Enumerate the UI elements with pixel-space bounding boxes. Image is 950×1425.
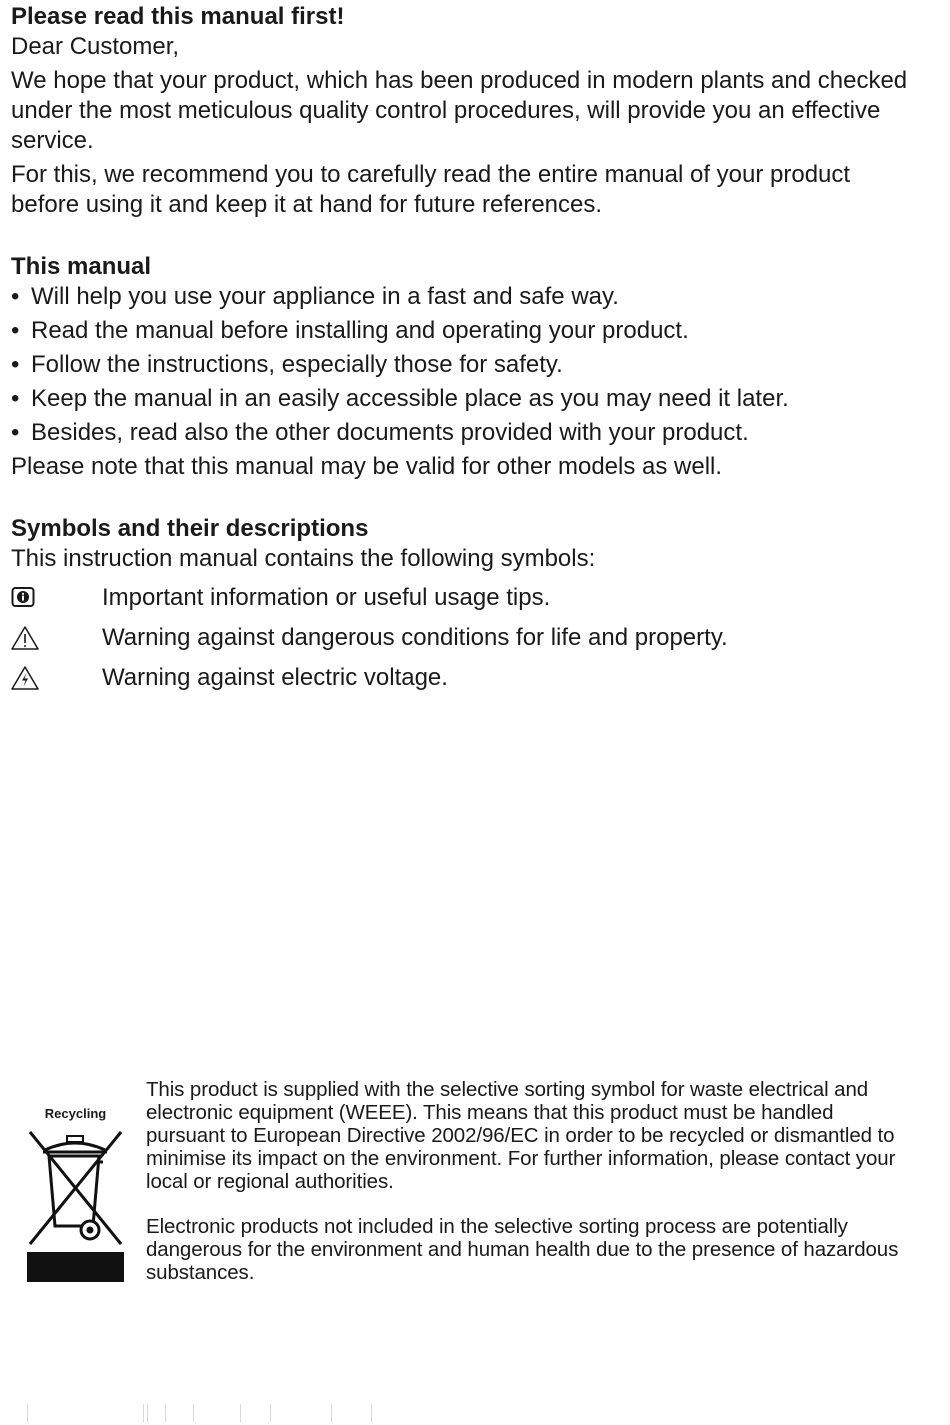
this-manual-section (11, 252, 921, 482)
list-item: • Follow the instructions, especially those for safety. (11, 350, 921, 380)
crossed-out-bin-icon (27, 1122, 124, 1250)
validity-note: Please note that this manual may be valid for other models as well. (11, 453, 723, 480)
edge-mark (371, 1404, 372, 1422)
symbol-description: Warning against dangerous conditions for life and property. (102, 624, 728, 651)
weee-logo (27, 1106, 124, 1286)
edge-mark (143, 1404, 144, 1422)
separation-bar (27, 1252, 124, 1282)
symbols-intro: This instruction manual contains the following symbols: (11, 545, 596, 572)
edge-mark (147, 1404, 148, 1422)
edge-mark (27, 1404, 28, 1422)
edge-mark (165, 1404, 166, 1422)
symbol-description: Warning against electric voltage. (102, 664, 448, 691)
weee-text (146, 1078, 916, 1284)
list-item: • Besides, read also the other documents provided with your product. (11, 418, 921, 448)
weee-paragraph: Electronic products not included in the selective sorting process are potentially dangerous for the environment and human health due to the presence of hazardous substances. (146, 1215, 899, 1284)
list-item: • Will help you use your appliance in a fast and safe way. (11, 282, 921, 312)
greeting: Dear Customer, (11, 33, 180, 60)
symbols-section (11, 514, 921, 698)
manual-bullet-list (11, 282, 921, 448)
intro-paragraph: For this, we recommend you to carefully read the entire manual of your product before using it and keep it at hand for future references. (11, 161, 851, 218)
weee-notice (0, 1078, 950, 1318)
section-heading: This manual (11, 253, 152, 280)
list-item: • Keep the manual in an easily accessible place as you may need it later. (11, 384, 921, 414)
warning-triangle-icon (11, 624, 102, 652)
symbol-row-warning (11, 618, 921, 658)
info-icon (11, 584, 102, 612)
intro-paragraph: We hope that your product, which has been produced in modern plants and checked under the most meticulous quality control procedures, will provide you an effective service. (11, 67, 908, 154)
section-heading: Symbols and their descriptions (11, 515, 369, 542)
list-item: • Read the manual before installing and operating your product. (11, 316, 921, 346)
weee-paragraph: This product is supplied with the selective sorting symbol for waste electrical and electronic equipment (WEEE). This means that this product must be handled pursuant to European Directive 2002/96/EC in order to be recycled or dismantled to minimise its impact on the environment. For further information, please contact your local or regional authorities. (146, 1078, 896, 1193)
page-title: Please read this manual first! (11, 3, 345, 30)
symbol-row-info (11, 578, 921, 618)
edge-mark (331, 1404, 332, 1422)
recycling-label: Recycling (44, 1106, 107, 1121)
manual-page (11, 0, 921, 698)
edge-mark (240, 1404, 241, 1422)
symbol-description: Important information or useful usage tips. (102, 584, 551, 611)
electric-warning-icon (11, 664, 102, 692)
page-edge-marks (0, 1400, 950, 1425)
edge-mark (193, 1404, 194, 1422)
edge-mark (270, 1404, 271, 1422)
symbol-row-electric (11, 658, 921, 698)
